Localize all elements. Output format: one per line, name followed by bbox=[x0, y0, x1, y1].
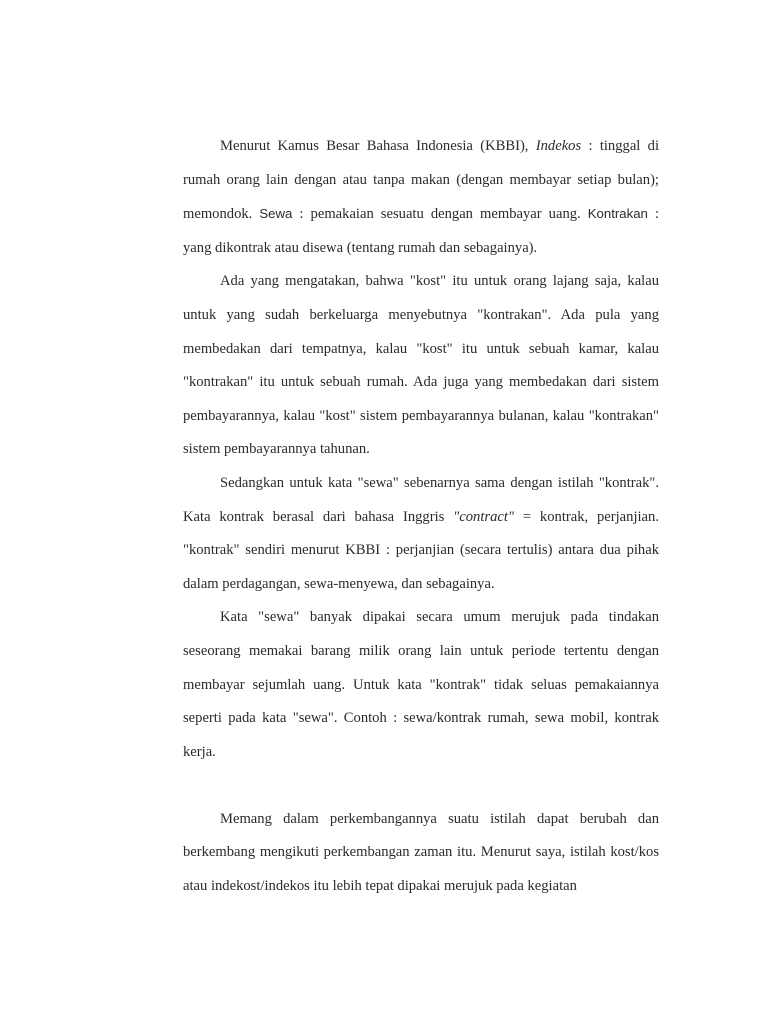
paragraph-kost-vs-kontrakan: Ada yang mengatakan, bahwa "kost" itu untuk orang lajang saja, kalau untuk yang sudah berkeluarga menyebutnya "kontrakan". Ada pula yang membedakan dari tempatnya, kalau "kost" itu untuk sebuah kamar, kalau "kontrakan" itu untuk sebuah rumah. Ada juga yang membedakan dari sistem pembayarannya, kalau "kost" sistem pembayarannya bulanan, kalau "kontrakan" sistem pembayarannya tahunan. bbox=[183, 273, 659, 458]
definition-sewa: : pemakaian sesuatu dengan membayar uang. bbox=[292, 206, 588, 223]
term-kontrakan: Kontrakan bbox=[587, 206, 648, 222]
paragraph-1-lead: Menurut Kamus Besar Bahasa Indonesia (KBBI), bbox=[220, 138, 536, 154]
term-sewa: Sewa bbox=[259, 206, 293, 222]
definition-indekos: : tinggal di rumah orang lain dengan atau tanpa makan (dengan membayar setiap bulan); memondok. bbox=[183, 138, 659, 223]
paragraph-istilah-berkembang: Memang dalam perkembangannya suatu istilah dapat berubah dan berkembang mengikuti perkembangan zaman itu. Menurut saya, istilah kost/kos atau indekost/indekos itu lebih tepat dipakai merujuk pada kegiatan bbox=[183, 810, 659, 895]
document-body bbox=[183, 130, 659, 904]
paragraph-spacer bbox=[183, 769, 659, 803]
term-contract: "contract" bbox=[453, 508, 515, 525]
definition-kontrakan: : yang dikontrak atau disewa (tentang rumah dan sebagainya). bbox=[183, 206, 660, 256]
paragraph-sewa-usage: Kata "sewa" banyak dipakai secara umum merujuk pada tindakan seseorang memakai barang milik orang lain untuk periode tertentu dengan membayar sejumlah uang. Untuk kata "kontrak" tidak seluas pemakaiannya seperti pada kata "sewa". Contoh : sewa/kontrak rumah, sewa mobil, kontrak kerja. bbox=[183, 609, 659, 760]
paragraph-3-part-2: = kontrak, perjanjian. "kontrak" sendiri menurut KBBI : perjanjian (secara tertulis) antara dua pihak dalam perdagangan, sewa-menyewa, dan sebagainya. bbox=[183, 508, 659, 592]
paragraph-sewa-kontrak bbox=[183, 467, 659, 601]
paragraph-kbbi-definitions bbox=[183, 130, 659, 265]
term-indekos: Indekos bbox=[535, 138, 582, 154]
paragraph-3-part-1: Sedangkan untuk kata "sewa" sebenarnya sama dengan istilah "kontrak". Kata kontrak berasal dari bahasa Inggris bbox=[183, 474, 659, 525]
